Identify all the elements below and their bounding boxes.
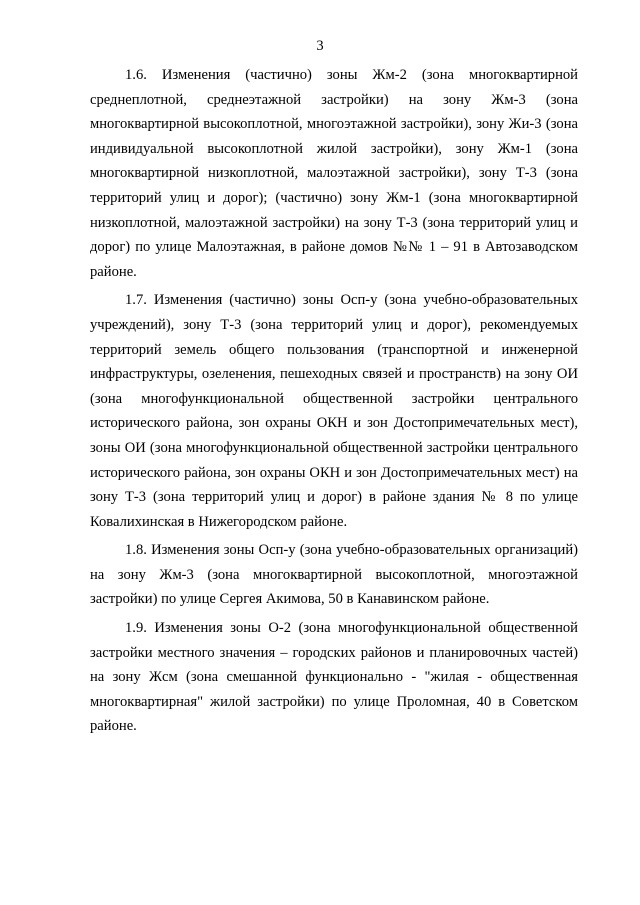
- paragraph-1-9: 1.9. Изменения зоны О-2 (зона многофункциональной общественной застройки местного значения – городских районов и планировочных частей) на зону Жсм (зона смешанной функционально - "жилая - общественная многоквартирная" жилой застройки) по улице Проломная, 40 в Советском районе.: [90, 620, 578, 735]
- paragraph-1-8: 1.8. Изменения зоны Осп-у (зона учебно-образовательных организаций) на зону Жм-3 (зона многоквартирной высокоплотной, многоэтажной застройки) по улице Сергея Акимова, 50 в Канавинском районе.: [90, 542, 578, 608]
- paragraph-1-7: 1.7. Изменения (частично) зоны Осп-у (зона учебно-образовательных учреждений), зону Т-3 (зона территорий улиц и дорог), рекомендуемых территорий земель общего пользования (транспортной и инженерной инфраструктуры, озеленения, пешеходных связей и пространств) на зону ОИ (зона многофункциональной общественной застройки центрального исторического района, зон охраны ОКН и зон Достопримечательных мест), зоны ОИ (зона многофункциональной общественной застройки центрального исторического района, зон охраны ОКН и зон Достопримечательных мест) на зону Т-3 (зона территорий улиц и дорог) в районе здания № 8 по улице Ковалихинская в Нижегородском районе.: [90, 292, 578, 530]
- page-number: 3: [316, 38, 324, 54]
- paragraph-1-6: 1.6. Изменения (частично) зоны Жм-2 (зона многоквартирной среднеплотной, среднеэтажной застройки) на зону Жм-3 (зона многоквартирной высокоплотной, многоэтажной застройки), зону Жи-3 (зона индивидуальной высокоплотной жилой застройки), зону Жм-1 (зона многоквартирной низкоплотной, малоэтажной застройки), зону Т-3 (зона территорий улиц и дорог); (частично) зону Жм-1 (зона многоквартирной низкоплотной, малоэтажной застройки) на зону Т-3 (зона территорий улиц и дорог) по улице Малоэтажная, в районе домов №№ 1 – 91 в Автозаводском районе.: [90, 67, 578, 280]
- document-body: [90, 63, 578, 739]
